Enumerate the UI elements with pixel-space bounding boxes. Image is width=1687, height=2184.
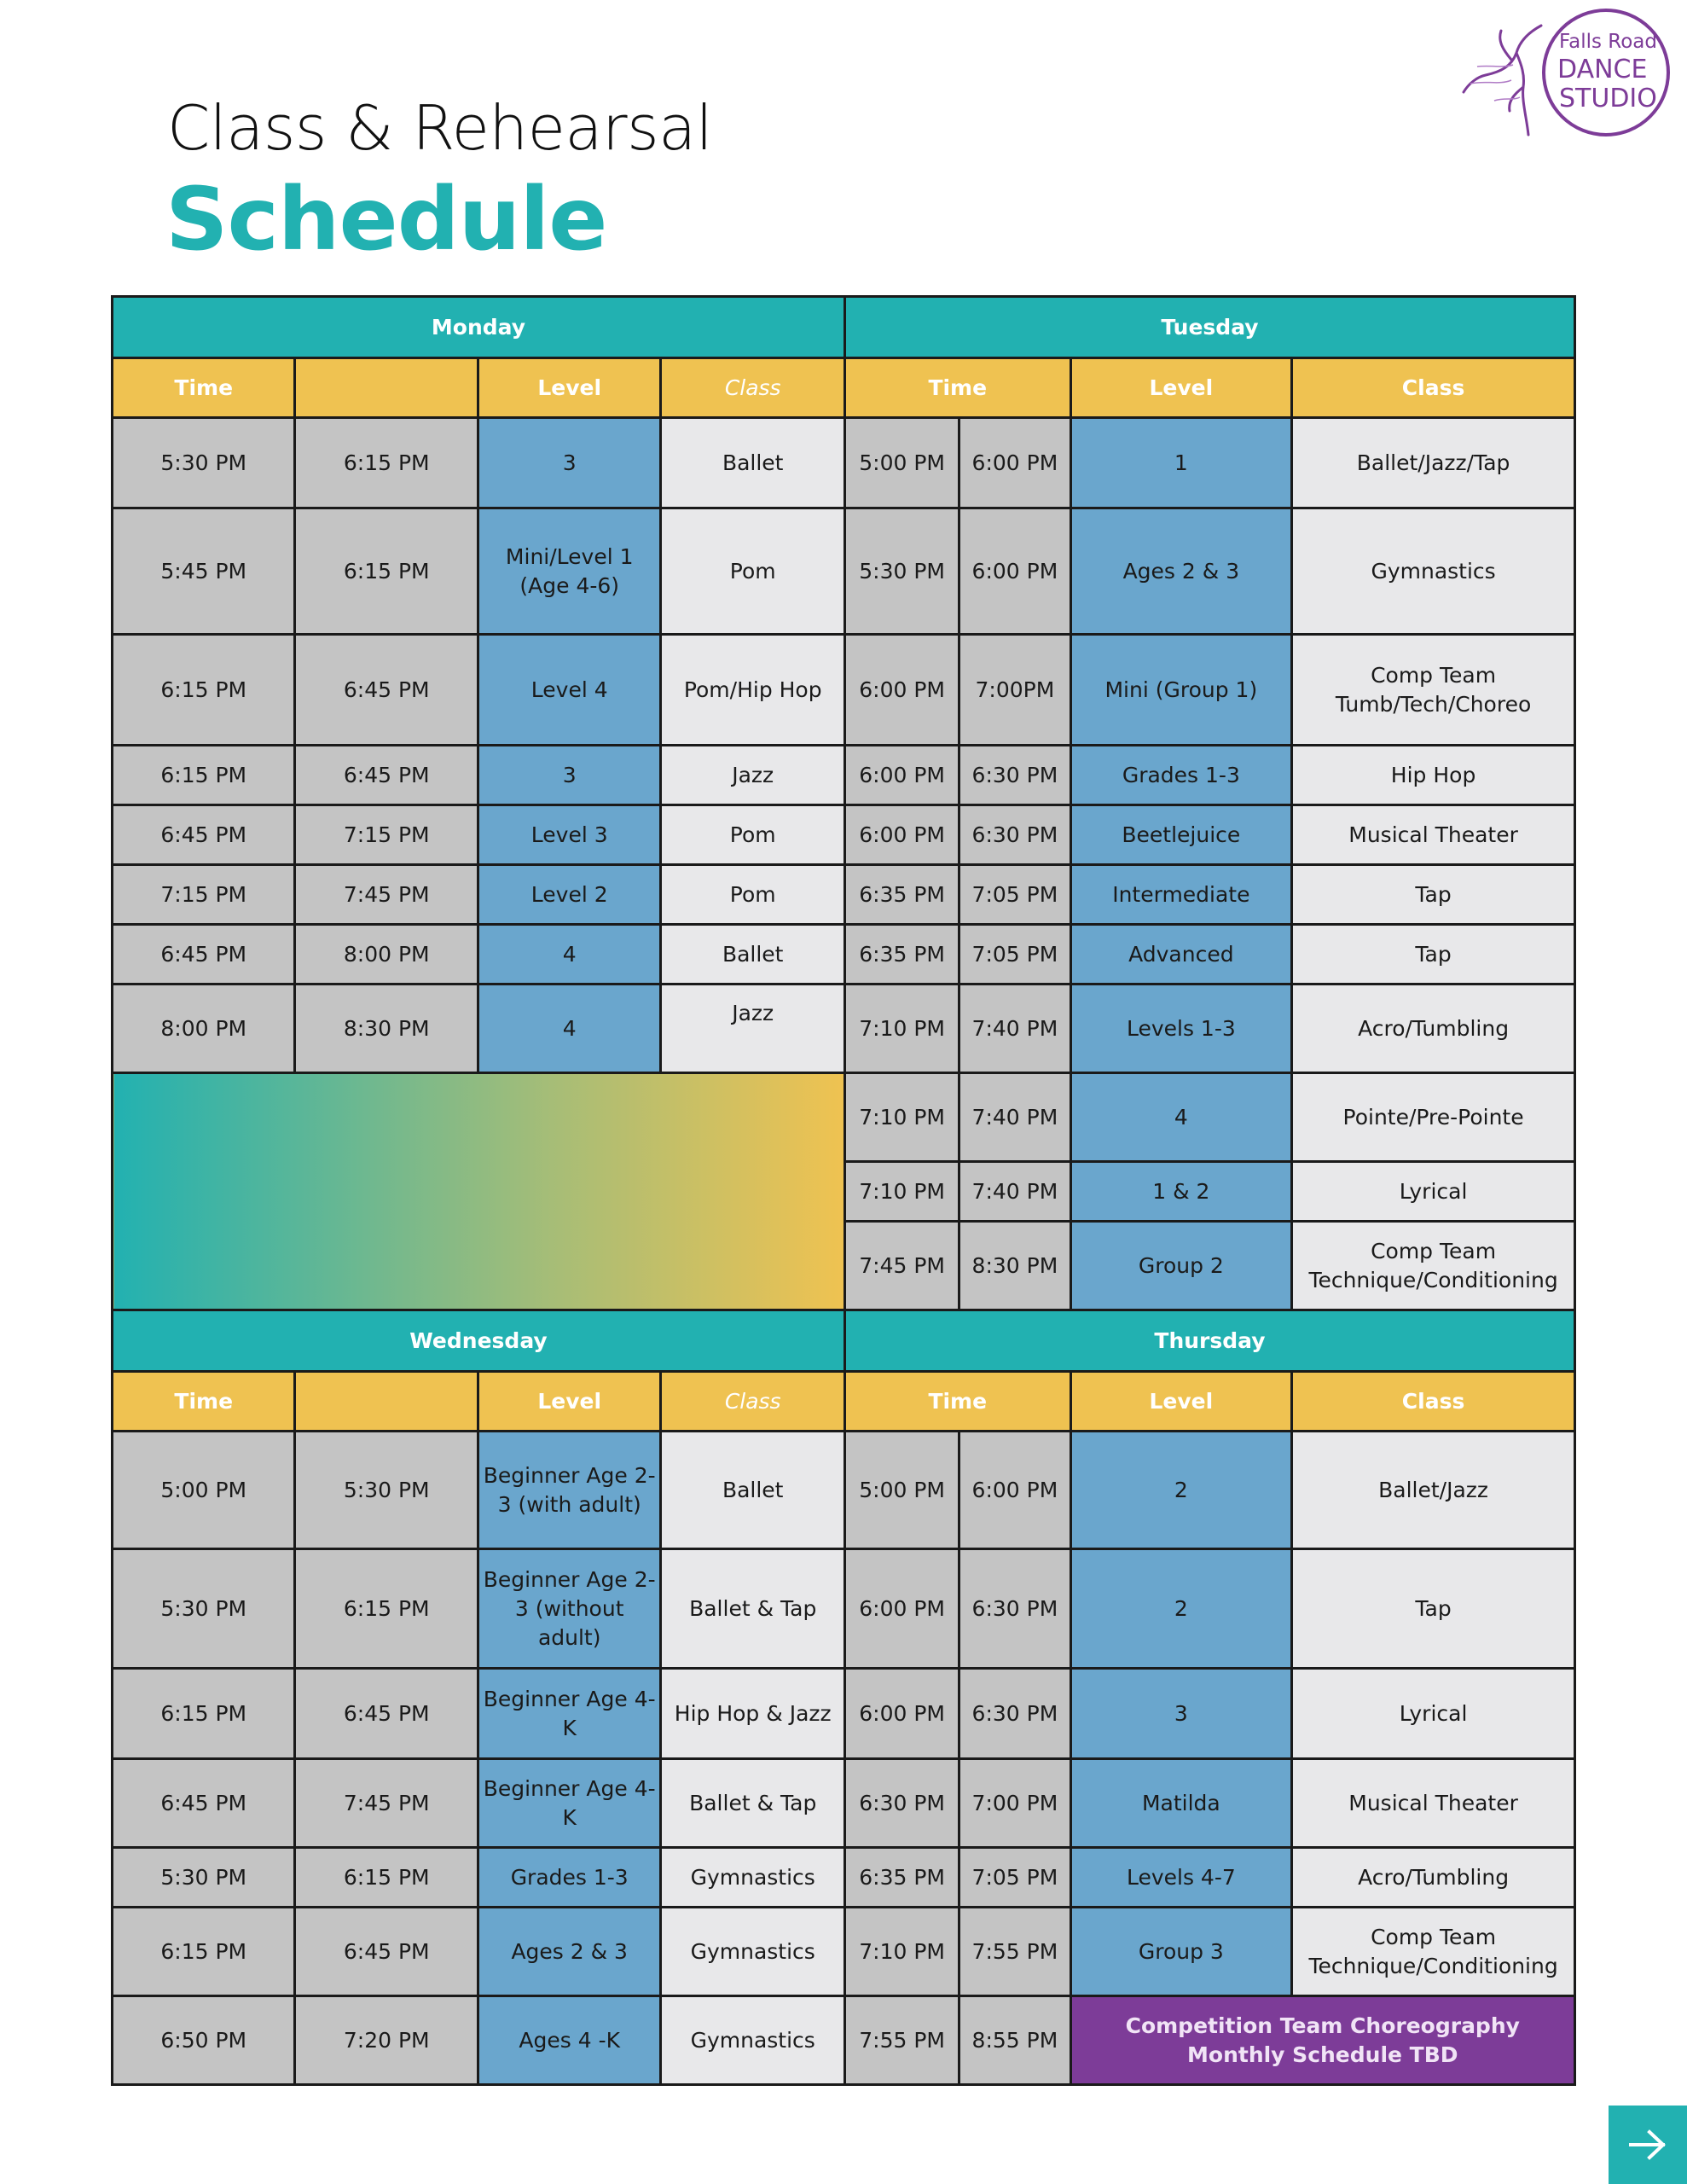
level-cell: Levels 4-7	[1070, 1848, 1292, 1908]
start-time: 6:00 PM	[844, 635, 959, 746]
start-time: 5:00 PM	[844, 1432, 959, 1549]
table-row	[113, 508, 1575, 635]
logo-text-falls-road: Falls Road	[1559, 31, 1657, 53]
level-cell: 1 & 2	[1070, 1162, 1292, 1222]
table-row	[113, 746, 1575, 805]
start-time: 6:35 PM	[844, 1848, 959, 1908]
level-cell: Matilda	[1070, 1759, 1292, 1848]
start-time: 6:00 PM	[844, 1669, 959, 1759]
table-row	[113, 1669, 1575, 1759]
start-time: 6:35 PM	[844, 925, 959, 985]
class-cell: Ballet	[661, 925, 845, 985]
level-cell: Beginner Age 4-K	[478, 1759, 660, 1848]
end-time: 7:05 PM	[959, 925, 1070, 985]
end-time: 8:00 PM	[295, 925, 478, 985]
class-cell: Lyrical	[1292, 1162, 1575, 1222]
class-cell: Acro/Tumbling	[1292, 985, 1575, 1073]
class-cell: Pom	[661, 508, 845, 635]
level-cell: Ages 4 -K	[478, 1996, 660, 2085]
col-header-class: Class	[661, 358, 845, 418]
level-cell: Intermediate	[1070, 865, 1292, 925]
start-time: 6:15 PM	[113, 1908, 295, 1996]
end-time: 6:15 PM	[295, 1848, 478, 1908]
start-time: 6:00 PM	[844, 805, 959, 865]
level-cell: 3	[478, 418, 660, 508]
logo-text-dance: DANCE	[1557, 55, 1648, 84]
class-cell: Gymnastics	[1292, 508, 1575, 635]
table-row	[113, 985, 1575, 1073]
class-cell: Ballet/Jazz	[1292, 1432, 1575, 1549]
class-cell: Ballet & Tap	[661, 1759, 845, 1848]
end-time: 8:30 PM	[295, 985, 478, 1073]
level-cell: Levels 1-3	[1070, 985, 1292, 1073]
class-cell: Pom	[661, 805, 845, 865]
level-cell: Level 3	[478, 805, 660, 865]
class-cell: Ballet/Jazz/Tap	[1292, 418, 1575, 508]
day-thursday: Thursday	[844, 1310, 1574, 1372]
table-row	[113, 1759, 1575, 1848]
col-header-level: Level	[1070, 358, 1292, 418]
class-cell: Tap	[1292, 925, 1575, 985]
class-cell: Comp Team Tumb/Tech/Choreo	[1292, 635, 1575, 746]
start-time: 5:45 PM	[113, 508, 295, 635]
start-time: 7:10 PM	[844, 985, 959, 1073]
day-header-row	[113, 297, 1575, 358]
end-time: 5:30 PM	[295, 1432, 478, 1549]
end-time: 7:05 PM	[959, 865, 1070, 925]
level-cell: 4	[478, 925, 660, 985]
start-time: 6:45 PM	[113, 1759, 295, 1848]
col-header-time: Time	[113, 358, 295, 418]
col-header-time: Time	[113, 1372, 295, 1432]
class-cell: Jazz	[661, 746, 845, 805]
start-time: 7:55 PM	[844, 1996, 959, 2085]
table-row	[113, 1908, 1575, 1996]
end-time: 6:15 PM	[295, 1549, 478, 1669]
arrow-right-icon	[1627, 2128, 1668, 2162]
end-time: 7:55 PM	[959, 1908, 1070, 1996]
class-cell: Hip Hop	[1292, 746, 1575, 805]
end-time: 6:45 PM	[295, 1908, 478, 1996]
class-cell: Jazz	[661, 985, 845, 1073]
level-cell: Beginner Age 2-3 (without adult)	[478, 1549, 660, 1669]
start-time: 6:00 PM	[844, 1549, 959, 1669]
schedule-table	[111, 295, 1576, 2086]
end-time: 7:15 PM	[295, 805, 478, 865]
end-time: 6:00 PM	[959, 1432, 1070, 1549]
level-cell: Mini/Level 1 (Age 4-6)	[478, 508, 660, 635]
level-cell: Grades 1-3	[478, 1848, 660, 1908]
col-header-level: Level	[478, 358, 660, 418]
col-header-blank	[295, 358, 478, 418]
end-time: 6:45 PM	[295, 746, 478, 805]
col-header-class: Class	[661, 1372, 845, 1432]
class-cell: Ballet	[661, 418, 845, 508]
competition-team-note: Competition Team Choreography Monthly Schedule TBD	[1070, 1996, 1574, 2085]
day-monday: Monday	[113, 297, 845, 358]
level-cell: 3	[478, 746, 660, 805]
end-time: 6:45 PM	[295, 635, 478, 746]
class-cell: Tap	[1292, 1549, 1575, 1669]
level-cell: Ages 2 & 3	[478, 1908, 660, 1996]
class-cell: Gymnastics	[661, 1908, 845, 1996]
col-header-class: Class	[1292, 358, 1575, 418]
level-cell: Group 3	[1070, 1908, 1292, 1996]
column-header-row	[113, 1372, 1575, 1432]
col-header-time: Time	[844, 358, 1070, 418]
level-cell: Beginner Age 2-3 (with adult)	[478, 1432, 660, 1549]
level-cell: Group 2	[1070, 1222, 1292, 1310]
class-cell: Ballet	[661, 1432, 845, 1549]
page-title-line2: Schedule	[165, 169, 607, 270]
start-time: 6:45 PM	[113, 925, 295, 985]
start-time: 5:30 PM	[113, 1549, 295, 1669]
table-row	[113, 1848, 1575, 1908]
class-cell: Acro/Tumbling	[1292, 1848, 1575, 1908]
start-time: 7:10 PM	[844, 1908, 959, 1996]
col-header-class: Class	[1292, 1372, 1575, 1432]
level-cell: Level 4	[478, 635, 660, 746]
end-time: 7:00PM	[959, 635, 1070, 746]
class-cell: Gymnastics	[661, 1848, 845, 1908]
start-time: 6:15 PM	[113, 1669, 295, 1759]
level-cell: 3	[1070, 1669, 1292, 1759]
level-cell: Advanced	[1070, 925, 1292, 985]
start-time: 6:30 PM	[844, 1759, 959, 1848]
start-time: 7:15 PM	[113, 865, 295, 925]
level-cell: 1	[1070, 418, 1292, 508]
level-cell: Beetlejuice	[1070, 805, 1292, 865]
col-header-level: Level	[478, 1372, 660, 1432]
start-time: 7:10 PM	[844, 1162, 959, 1222]
end-time: 7:05 PM	[959, 1848, 1070, 1908]
table-row	[113, 418, 1575, 508]
start-time: 5:00 PM	[844, 418, 959, 508]
table-row	[113, 1549, 1575, 1669]
class-cell: Musical Theater	[1292, 805, 1575, 865]
end-time: 7:20 PM	[295, 1996, 478, 2085]
logo-text-studio: STUDIO	[1559, 84, 1657, 113]
col-header-level: Level	[1070, 1372, 1292, 1432]
start-time: 5:30 PM	[113, 1848, 295, 1908]
end-time: 8:55 PM	[959, 1996, 1070, 2085]
start-time: 6:00 PM	[844, 746, 959, 805]
gradient-filler	[113, 1073, 845, 1310]
level-cell: Mini (Group 1)	[1070, 635, 1292, 746]
table-row	[113, 1996, 1575, 2085]
start-time: 6:35 PM	[844, 865, 959, 925]
start-time: 7:10 PM	[844, 1073, 959, 1162]
class-cell: Pointe/Pre-Pointe	[1292, 1073, 1575, 1162]
class-cell: Ballet & Tap	[661, 1549, 845, 1669]
table-row	[113, 865, 1575, 925]
end-time: 6:30 PM	[959, 1549, 1070, 1669]
start-time: 5:30 PM	[113, 418, 295, 508]
start-time: 7:45 PM	[844, 1222, 959, 1310]
end-time: 7:00 PM	[959, 1759, 1070, 1848]
start-time: 6:15 PM	[113, 746, 295, 805]
end-time: 8:30 PM	[959, 1222, 1070, 1310]
table-row	[113, 1432, 1575, 1549]
table-row	[113, 925, 1575, 985]
end-time: 7:40 PM	[959, 1073, 1070, 1162]
page-title-line1: Class & Rehearsal	[167, 92, 713, 164]
day-header-row	[113, 1310, 1575, 1372]
class-cell: Pom/Hip Hop	[661, 635, 845, 746]
day-wednesday: Wednesday	[113, 1310, 845, 1372]
level-cell: 4	[478, 985, 660, 1073]
level-cell: Grades 1-3	[1070, 746, 1292, 805]
end-time: 6:30 PM	[959, 1669, 1070, 1759]
end-time: 6:00 PM	[959, 418, 1070, 508]
start-time: 5:30 PM	[844, 508, 959, 635]
table-row	[113, 1073, 1575, 1162]
col-header-time: Time	[844, 1372, 1070, 1432]
table-row	[113, 805, 1575, 865]
class-cell: Gymnastics	[661, 1996, 845, 2085]
class-cell: Tap	[1292, 865, 1575, 925]
start-time: 5:00 PM	[113, 1432, 295, 1549]
start-time: 8:00 PM	[113, 985, 295, 1073]
day-tuesday: Tuesday	[844, 297, 1574, 358]
start-time: 6:15 PM	[113, 635, 295, 746]
end-time: 7:45 PM	[295, 865, 478, 925]
level-cell: 2	[1070, 1432, 1292, 1549]
table-row	[113, 635, 1575, 746]
start-time: 6:50 PM	[113, 1996, 295, 2085]
end-time: 6:30 PM	[959, 746, 1070, 805]
end-time: 6:00 PM	[959, 508, 1070, 635]
end-time: 6:15 PM	[295, 418, 478, 508]
end-time: 6:45 PM	[295, 1669, 478, 1759]
col-header-blank	[295, 1372, 478, 1432]
end-time: 7:45 PM	[295, 1759, 478, 1848]
start-time: 6:45 PM	[113, 805, 295, 865]
end-time: 7:40 PM	[959, 985, 1070, 1073]
class-cell: Comp Team Technique/Conditioning	[1292, 1908, 1575, 1996]
level-cell: 4	[1070, 1073, 1292, 1162]
level-cell: Ages 2 & 3	[1070, 508, 1292, 635]
end-time: 6:30 PM	[959, 805, 1070, 865]
level-cell: 2	[1070, 1549, 1292, 1669]
dancer-icon	[1460, 15, 1554, 143]
studio-logo	[1460, 9, 1684, 149]
level-cell: Beginner Age 4-K	[478, 1669, 660, 1759]
class-cell: Comp Team Technique/Conditioning	[1292, 1222, 1575, 1310]
class-cell: Hip Hop & Jazz	[661, 1669, 845, 1759]
class-cell: Musical Theater	[1292, 1759, 1575, 1848]
end-time: 7:40 PM	[959, 1162, 1070, 1222]
class-cell: Pom	[661, 865, 845, 925]
next-page-button[interactable]	[1609, 2106, 1687, 2184]
class-cell: Lyrical	[1292, 1669, 1575, 1759]
level-cell: Level 2	[478, 865, 660, 925]
column-header-row	[113, 358, 1575, 418]
end-time: 6:15 PM	[295, 508, 478, 635]
